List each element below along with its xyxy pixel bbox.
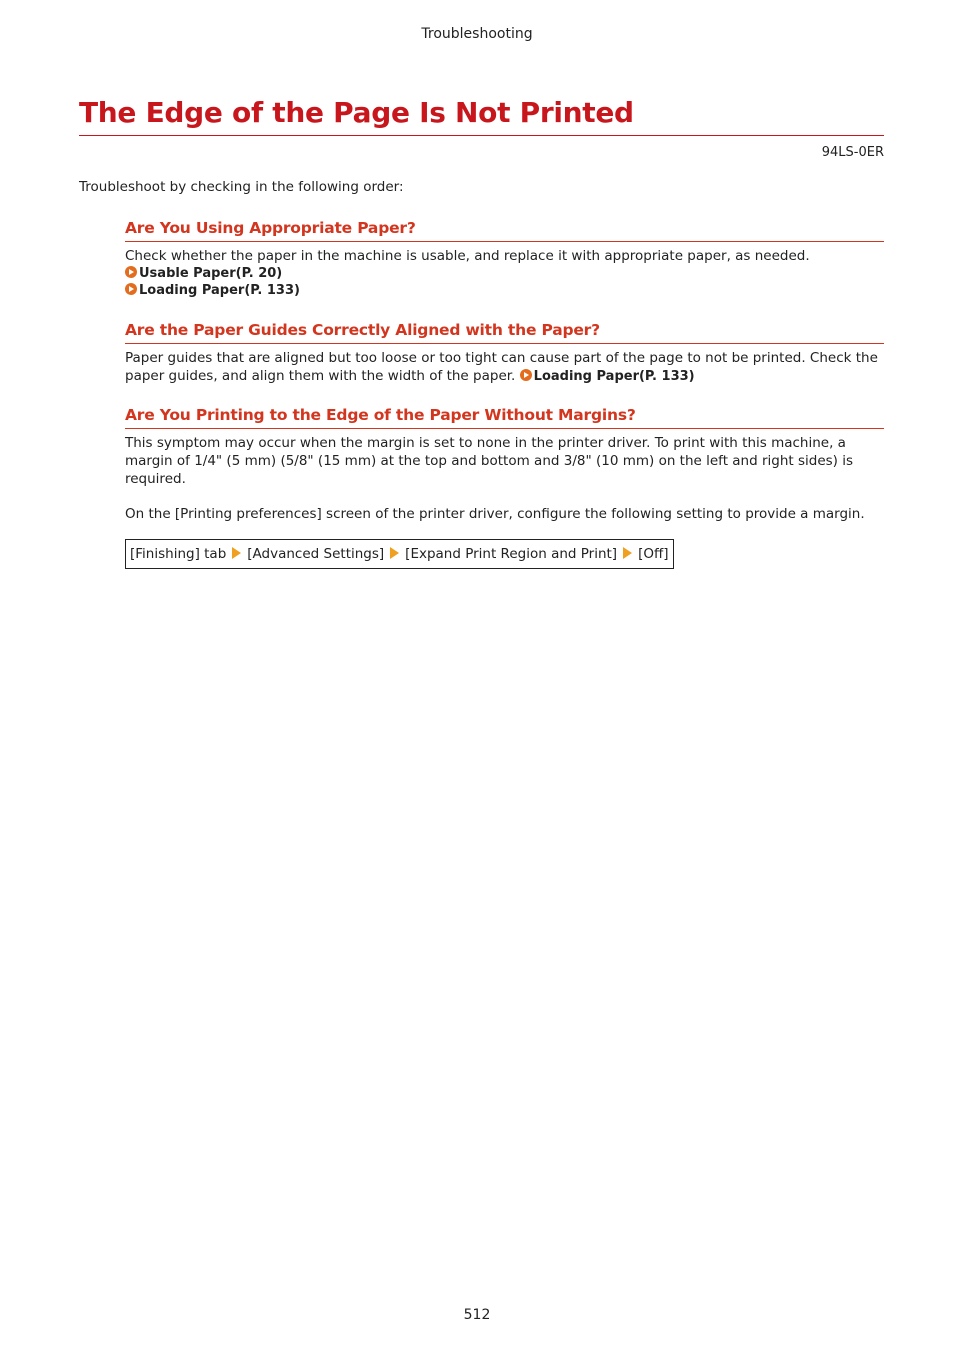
link-arrow-icon bbox=[520, 369, 532, 381]
intro-text: Troubleshoot by checking in the following order: bbox=[79, 179, 404, 195]
triangle-right-icon bbox=[623, 547, 632, 559]
section-appropriate-paper bbox=[125, 218, 884, 299]
section-paper-guides bbox=[125, 320, 884, 386]
document-id: 94LS-0ER bbox=[821, 145, 884, 160]
section-body-text: Paper guides that are aligned but too loose or too tight can cause part of the page to not be printed. Check the paper guides, and align them with the width of the paper. bbox=[125, 350, 878, 384]
triangle-right-icon bbox=[390, 547, 399, 559]
section-heading: Are the Paper Guides Correctly Aligned with the Paper? bbox=[125, 320, 884, 344]
link-loading-paper-inline[interactable] bbox=[520, 369, 695, 384]
page-title: The Edge of the Page Is Not Printed bbox=[79, 94, 884, 136]
path-step: [Off] bbox=[638, 546, 669, 562]
path-step: [Advanced Settings] bbox=[247, 546, 385, 562]
link-label: Loading Paper(P. 133) bbox=[533, 369, 695, 384]
link-loading-paper[interactable] bbox=[125, 282, 884, 299]
path-step: [Finishing] tab bbox=[130, 546, 227, 562]
section-body bbox=[125, 349, 884, 386]
settings-path-box bbox=[125, 539, 674, 569]
path-step: [Expand Print Region and Print] bbox=[405, 546, 618, 562]
triangle-right-icon bbox=[232, 547, 241, 559]
running-header: Troubleshooting bbox=[421, 26, 533, 42]
section-body-2: On the [Printing preferences] screen of the printer driver, configure the following setting to provide a margin. bbox=[125, 506, 865, 522]
section-heading: Are You Using Appropriate Paper? bbox=[125, 218, 884, 242]
section-body-1: This symptom may occur when the margin is set to none in the printer driver. To print with this machine, a margin of 1/4" (5 mm) (5/8" (15 mm) at the top and bottom and 3/8" (10 mm) on the left and right sides) is required. bbox=[125, 435, 854, 487]
link-arrow-icon bbox=[125, 283, 137, 295]
page-number: 512 bbox=[463, 1307, 491, 1323]
section-heading: Are You Printing to the Edge of the Paper Without Margins? bbox=[125, 405, 884, 429]
link-arrow-icon bbox=[125, 266, 137, 278]
link-label: Usable Paper(P. 20) bbox=[139, 266, 283, 281]
link-usable-paper[interactable] bbox=[125, 265, 884, 282]
section-body: Check whether the paper in the machine is usable, and replace it with appropriate paper, as needed. bbox=[125, 248, 810, 264]
link-label: Loading Paper(P. 133) bbox=[139, 283, 300, 298]
section-no-margins bbox=[125, 405, 884, 523]
